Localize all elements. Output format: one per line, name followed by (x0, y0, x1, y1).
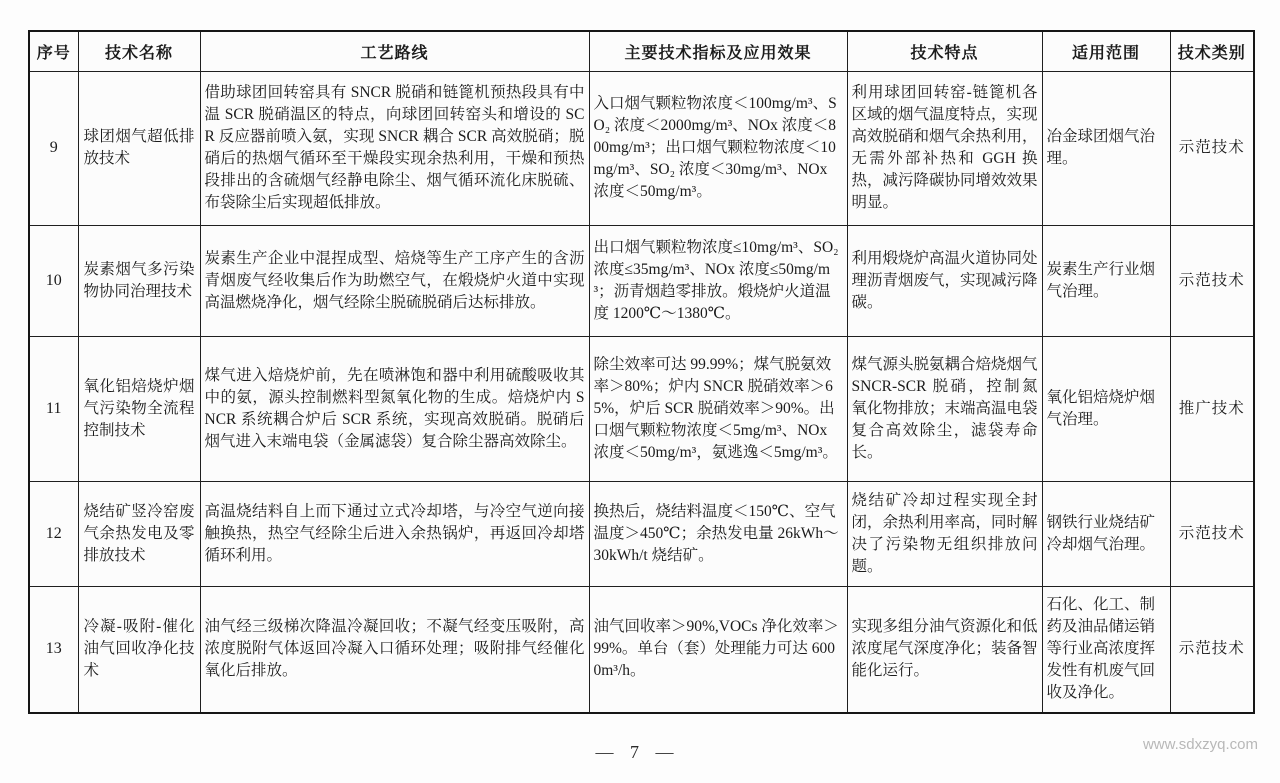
table-row-12 (29, 481, 1254, 586)
indicators: 除尘效率可达 99.99%；煤气脱氨效率＞80%；炉内 SNCR 脱硝效率＞65%，炉后 SCR 脱硝效率＞90%。出口烟气颗粒物浓度＜5mg/m³、NOx 浓度＜50mg/m³，氨逃逸＜5mg/m³。 (589, 336, 847, 481)
process-route: 炭素生产企业中混捏成型、焙烧等生产工序产生的含沥青烟废气经收集后作为助燃空气，在煅烧炉火道中实现高温燃烧净化，烟气经除尘脱硫脱硝后达标排放。 (200, 225, 589, 336)
page-number: — 7 — (595, 742, 680, 762)
scope: 石化、化工、制药及油品储运销等行业高浓度挥发性有机废气回收及净化。 (1042, 586, 1170, 713)
scope: 冶金球团烟气治理。 (1042, 71, 1170, 225)
scope: 炭素生产行业烟气治理。 (1042, 225, 1170, 336)
col-header-scope: 适用范围 (1042, 31, 1170, 71)
col-header-category: 技术类别 (1170, 31, 1254, 71)
tech-name: 球团烟气超低排放技术 (78, 71, 200, 225)
tech-name: 烧结矿竖冷窑废气余热发电及零排放技术 (78, 481, 200, 586)
category: 示范技术 (1170, 71, 1254, 225)
table-row-10 (29, 225, 1254, 336)
features: 烧结矿冷却过程实现全封闭，余热利用率高，同时解决了污染物无组织排放问题。 (847, 481, 1042, 586)
table-row-11 (29, 336, 1254, 481)
col-header-indicators: 主要技术指标及应用效果 (589, 31, 847, 71)
col-header-features: 技术特点 (847, 31, 1042, 71)
table-header-row (29, 31, 1254, 71)
col-header-serial-no: 序号 (29, 31, 78, 71)
process-route: 煤气进入焙烧炉前，先在喷淋饱和器中利用硫酸吸收其中的氨，源头控制燃料型氮氧化物的生成。焙烧炉内 SNCR 系统耦合炉后 SCR 系统，实现高效脱硝。脱硝后烟气进入末端电袋（金属滤袋）复合除尘器高效除尘。 (200, 336, 589, 481)
scope: 钢铁行业烧结矿冷却烟气治理。 (1042, 481, 1170, 586)
table-row-13 (29, 586, 1254, 713)
serial-no: 12 (29, 481, 78, 586)
serial-no: 9 (29, 71, 78, 225)
category: 示范技术 (1170, 225, 1254, 336)
tech-name: 冷凝-吸附-催化油气回收净化技术 (78, 586, 200, 713)
process-route: 高温烧结料自上而下通过立式冷却塔，与冷空气逆向接触换热，热空气经除尘后进入余热锅炉，再返回冷却塔循环利用。 (200, 481, 589, 586)
process-route: 油气经三级梯次降温冷凝回收；不凝气经变压吸附，高浓度脱附气体返回冷凝入口循环处理；吸附排气经催化氧化后排放。 (200, 586, 589, 713)
site-watermark: www.sdxzyq.com (1142, 736, 1258, 753)
table-row-9 (29, 71, 1254, 225)
indicators: 换热后，烧结料温度＜150℃、空气温度＞450℃；余热发电量 26kWh～30kWh/t 烧结矿。 (589, 481, 847, 586)
serial-no: 13 (29, 586, 78, 713)
col-header-process-route: 工艺路线 (200, 31, 589, 71)
scope: 氧化铝焙烧炉烟气治理。 (1042, 336, 1170, 481)
tech-name: 炭素烟气多污染物协同治理技术 (78, 225, 200, 336)
process-route: 借助球团回转窑具有 SNCR 脱硝和链篦机预热段具有中温 SCR 脱硝温区的特点，向球团回转窑头和增设的 SCR 反应器前喷入氨，实现 SNCR 耦合 SCR 高效脱硝；脱硝后的热烟气循环至干燥段实现余热利用，干燥和预热段排出的含硫烟气经静电除尘、烟气循环流化床脱硫、布袋除尘后实现超低排放。 (200, 71, 589, 225)
tech-name: 氧化铝焙烧炉烟气污染物全流程控制技术 (78, 336, 200, 481)
serial-no: 10 (29, 225, 78, 336)
serial-no: 11 (29, 336, 78, 481)
features: 利用煅烧炉高温火道协同处理沥青烟废气，实现减污降碳。 (847, 225, 1042, 336)
features: 利用球团回转窑-链篦机各区域的烟气温度特点，实现高效脱硝和烟气余热利用，无需外部补热和 GGH 换热，减污降碳协同增效效果明显。 (847, 71, 1042, 225)
features: 实现多组分油气资源化和低浓度尾气深度净化；装备智能化运行。 (847, 586, 1042, 713)
technology-catalog-table (28, 30, 1255, 714)
category: 推广技术 (1170, 336, 1254, 481)
features: 煤气源头脱氨耦合焙烧烟气 SNCR-SCR 脱硝，控制氮氧化物排放；末端高温电袋复合高效除尘，滤袋寿命长。 (847, 336, 1042, 481)
indicators: 油气回收率＞90%,VOCs 净化效率＞99%。单台（套）处理能力可达 6000m³/h。 (589, 586, 847, 713)
category: 示范技术 (1170, 481, 1254, 586)
category: 示范技术 (1170, 586, 1254, 713)
col-header-tech-name: 技术名称 (78, 31, 200, 71)
indicators: 入口烟气颗粒物浓度＜100mg/m³、SO₂ 浓度＜2000mg/m³、NOx 浓度＜800mg/m³；出口烟气颗粒物浓度＜10mg/m³、SO₂ 浓度＜30mg/m³、NOx 浓度＜50mg/m³。 (589, 71, 847, 225)
indicators: 出口烟气颗粒物浓度≤10mg/m³、SO₂ 浓度≤35mg/m³、NOx 浓度≤50mg/m³；沥青烟趋零排放。煅烧炉火道温度 1200℃～1380℃。 (589, 225, 847, 336)
